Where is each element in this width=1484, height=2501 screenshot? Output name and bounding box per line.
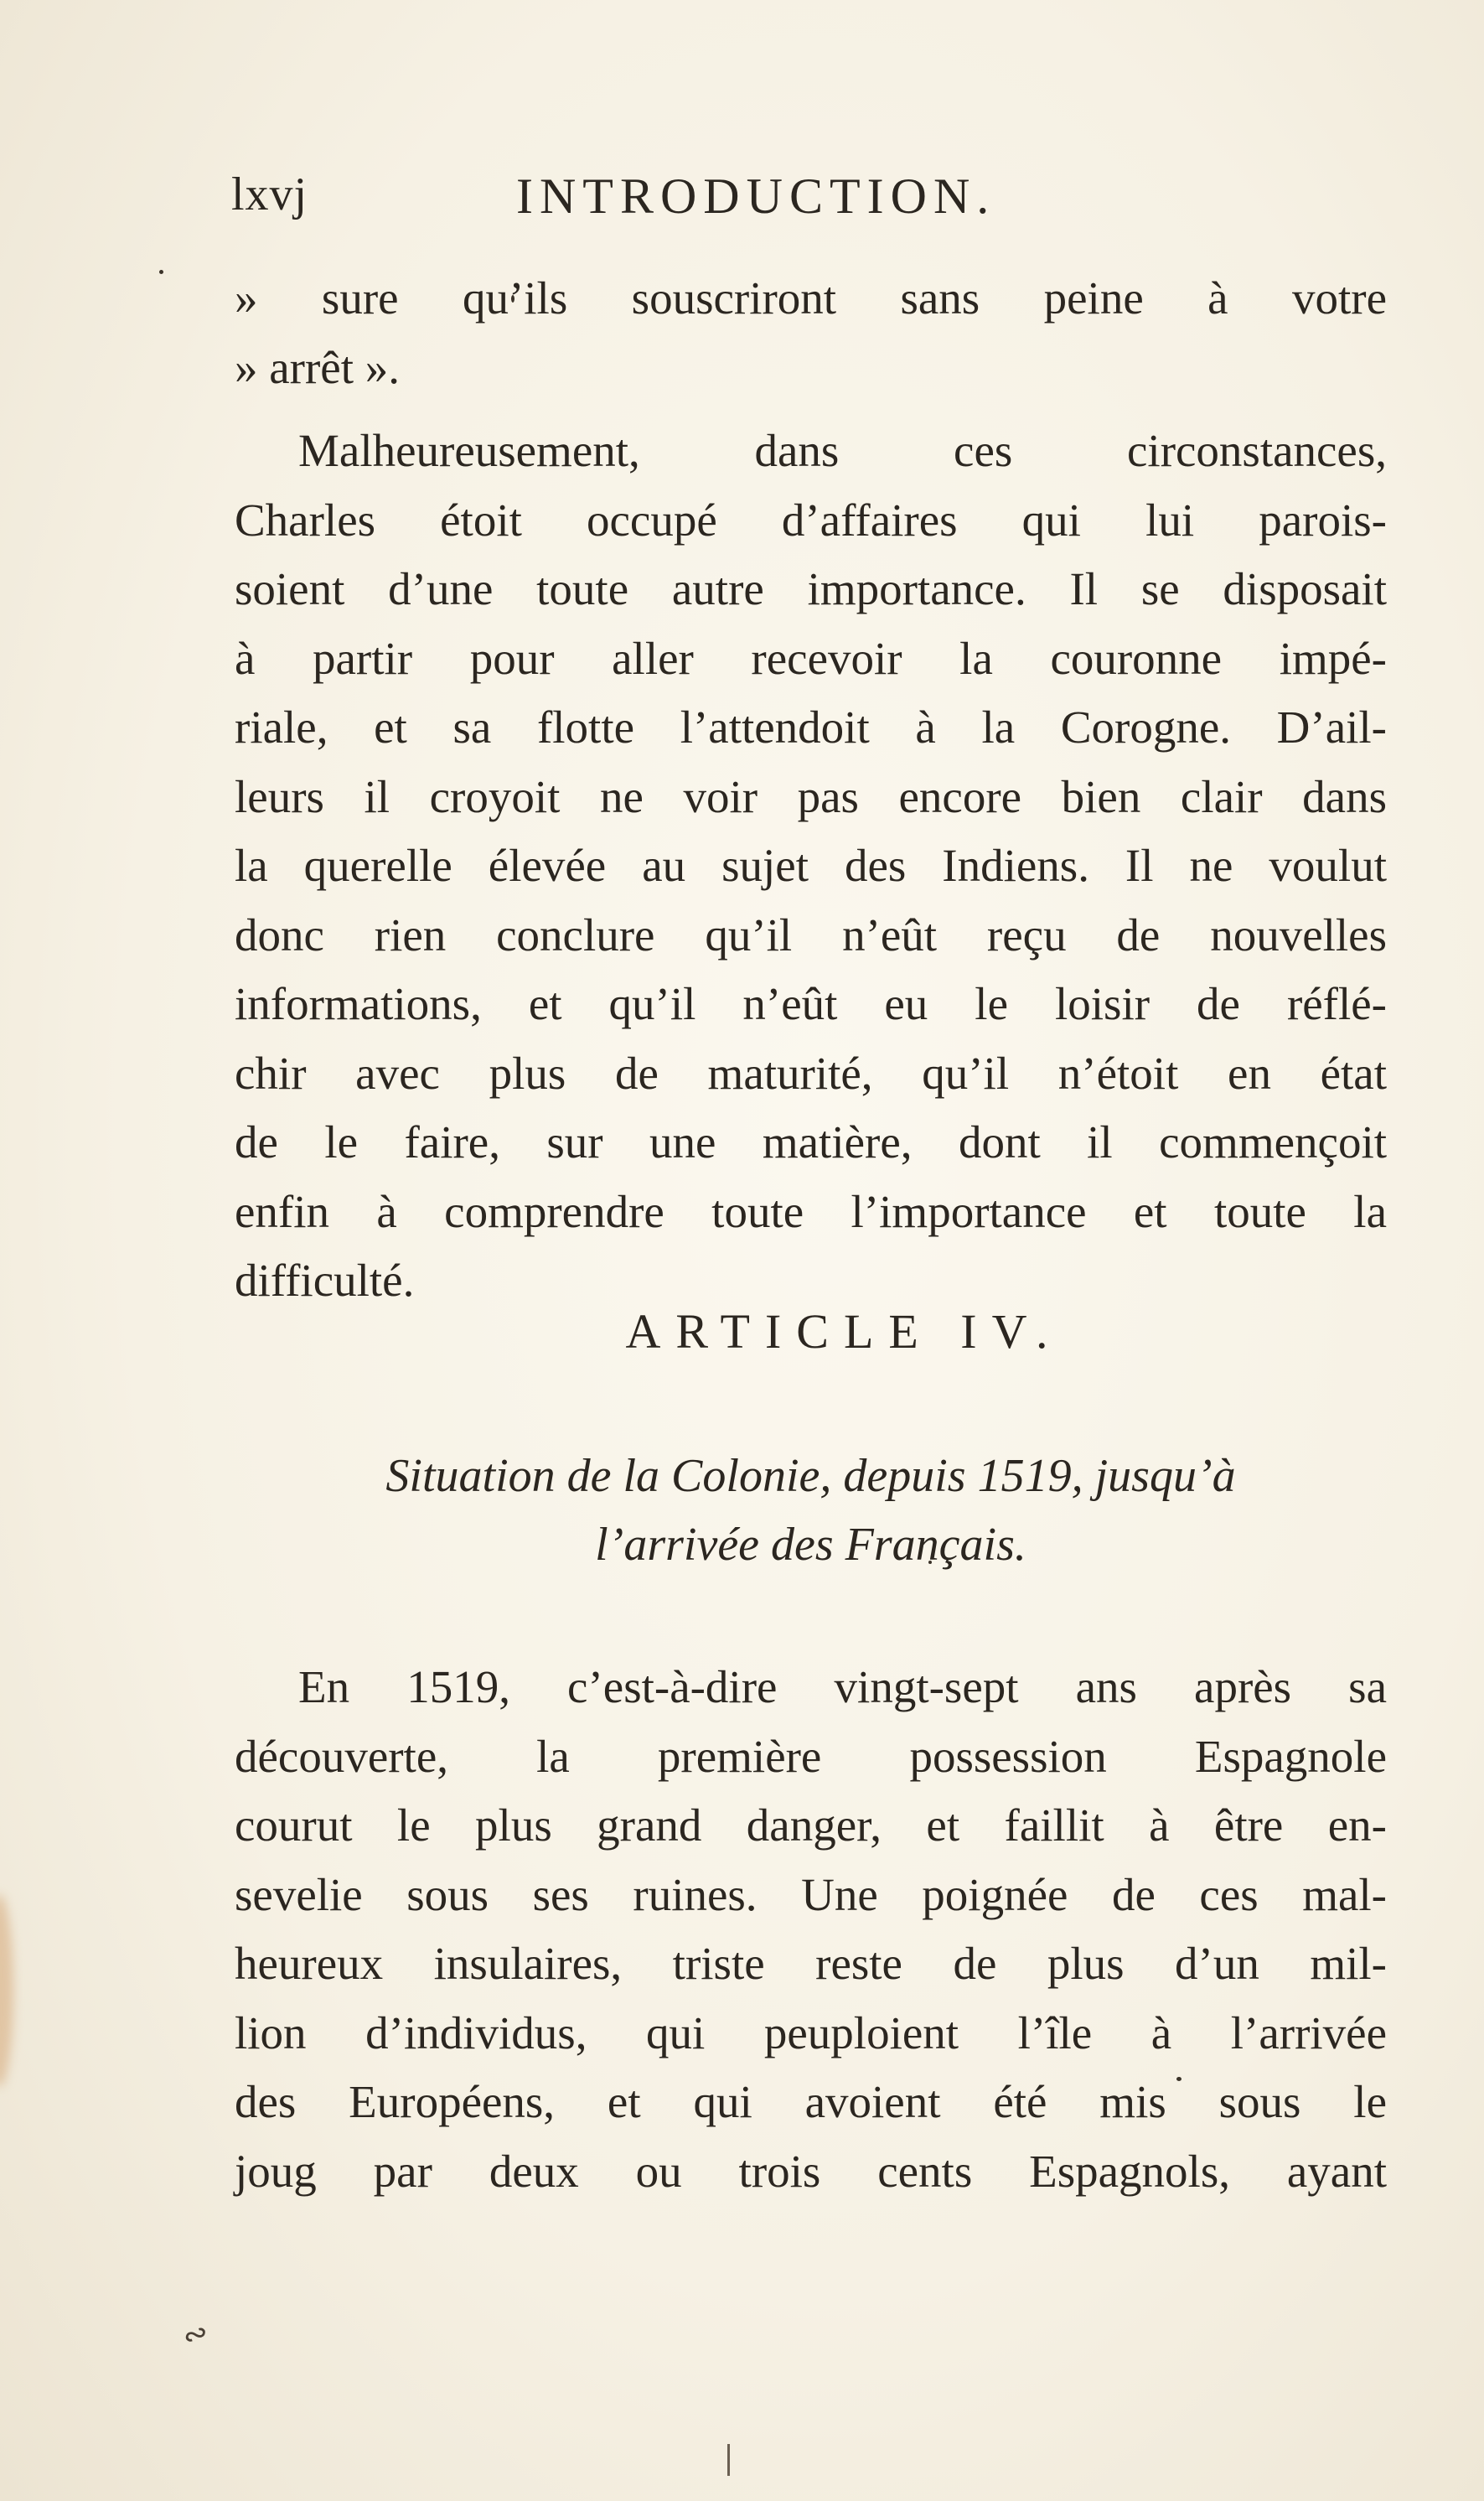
text-line: leurs il croyoit ne voir pas encore bien clair dans <box>235 770 1387 822</box>
text-line: difficulté. <box>235 1255 415 1306</box>
text-line: informations, et qu’il n’eût eu le loisir de réflé- <box>235 978 1387 1029</box>
paragraph-1519 <box>235 1653 1387 2206</box>
text-line: heureux insulaires, triste reste de plus d’un mil- <box>235 1938 1387 1989</box>
text-line: » sure qu’ils souscriront sans peine à votre <box>235 272 1387 324</box>
text-line: la querelle élevée au sujet des Indiens. Il ne voulut <box>235 840 1387 891</box>
text-line: riale, et sa flotte l’attendoit à la Corogne. D’ail- <box>235 702 1387 753</box>
text-line: donc rien conclure qu’il n’eût reçu de nouvelles <box>235 909 1387 961</box>
article-heading: ARTICLE IV. <box>625 1304 1063 1359</box>
text-line: En 1519, c’est-à-dire vingt-sept ans après sa <box>298 1661 1387 1712</box>
text-line: » arrêt ». <box>235 341 400 393</box>
ink-speck <box>159 270 163 274</box>
paper-stain <box>0 1894 13 2087</box>
text-line: des Européens, et qui avoient été mis sous le <box>235 2076 1387 2127</box>
text-line: de le faire, sur une matière, dont il commençoit <box>235 1116 1387 1168</box>
text-line: Malheureusement, dans ces circonstances, <box>298 425 1387 476</box>
binding-tick-mark <box>727 2444 730 2476</box>
text-line: joug par deux ou trois cents Espagnols, ayant <box>235 2145 1387 2197</box>
ink-flourish: ∾ <box>178 2314 214 2354</box>
paragraph-charles <box>235 417 1387 1316</box>
text-line: soient d’une toute autre importance. Il se disposait <box>235 563 1387 614</box>
text-line: courut le plus grand danger, et faillit à être en- <box>235 1799 1387 1851</box>
text-line: enfin à comprendre toute l’importance et toute la <box>235 1185 1387 1237</box>
running-title: INTRODUCTION. <box>516 168 996 224</box>
page-number: lxvj <box>231 168 308 220</box>
subtitle-line: l’arrivée des Français. <box>595 1519 1026 1571</box>
article-subtitle <box>235 1442 1387 1579</box>
subtitle-line: Situation de la Colonie, depuis 1519, jusqu’à <box>385 1450 1236 1502</box>
text-line: à partir pour aller recevoir la couronne impé- <box>235 632 1387 684</box>
page-header <box>231 159 1388 251</box>
text-line: découverte, la première possession Espagnole <box>235 1730 1387 1782</box>
text-line: chir avec plus de maturité, qu’il n’étoit en état <box>235 1047 1387 1099</box>
quote-ending <box>235 264 1387 402</box>
text-line: lion d’individus, qui peuploient l’île à l’arrivée <box>235 2006 1387 2058</box>
text-line: Charles étoit occupé d’affaires qui lui parois- <box>235 494 1387 546</box>
text-line: sevelie sous ses ruines. Une poignée de ces mal- <box>235 1868 1387 1920</box>
